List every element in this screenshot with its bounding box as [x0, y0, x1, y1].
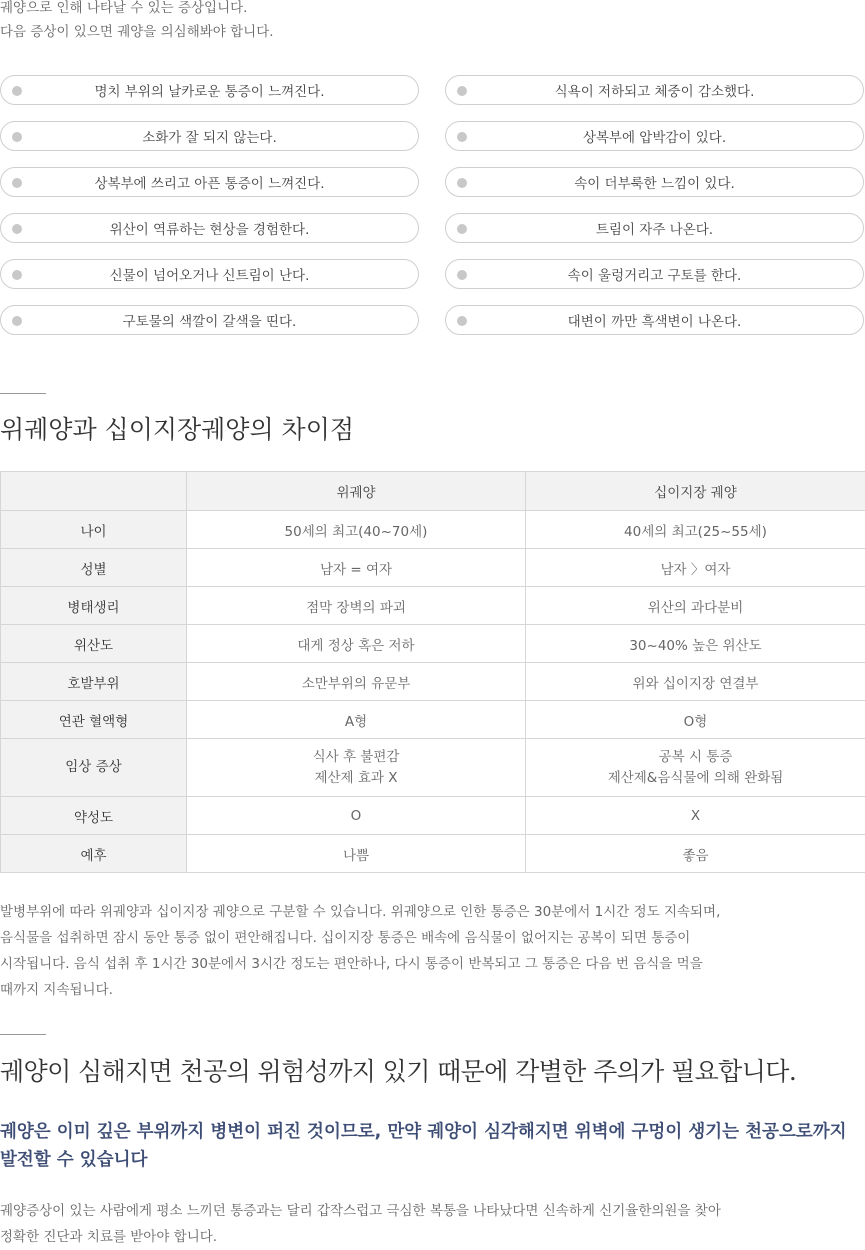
highlight-text [0, 1118, 860, 1174]
bullet-icon [12, 86, 22, 96]
table-row [1, 587, 865, 625]
table-header-cell: 십이지장 궤양 [526, 472, 865, 511]
table-row [1, 511, 865, 549]
symptom-label: 식욕이 저하되고 체중이 감소했다. [555, 80, 755, 100]
row-label: 약성도 [1, 797, 187, 835]
explanation-paragraph [0, 899, 865, 1003]
row-label: 위산도 [1, 625, 187, 663]
cell-line: 식사 후 불편감 [187, 747, 525, 768]
table-header-row [1, 472, 865, 511]
symptom-item [445, 259, 864, 289]
symptom-item [445, 167, 864, 197]
intro-line-1: 궤양으로 인해 나타날 수 있는 증상입니다. [0, 0, 274, 20]
advice-paragraph [0, 1198, 865, 1250]
symptom-label: 상복부에 압박감이 있다. [583, 126, 726, 146]
bullet-icon [12, 270, 22, 280]
table-cell: X [526, 797, 865, 835]
table-row [1, 625, 865, 663]
bullet-icon [12, 132, 22, 142]
bullet-icon [457, 132, 467, 142]
table-row [1, 797, 865, 835]
symptom-label: 위산이 역류하는 현상을 경험한다. [110, 218, 310, 238]
symptom-label: 속이 더부룩한 느낌이 있다. [574, 172, 735, 192]
table-cell: 30~40% 높은 위산도 [526, 625, 865, 663]
table-row [1, 701, 865, 739]
bullet-icon [457, 86, 467, 96]
bullet-icon [457, 316, 467, 326]
table-row [1, 663, 865, 701]
table-cell: 50세의 최고(40~70세) [187, 511, 526, 549]
highlight-line: 발전할 수 있습니다 [0, 1146, 860, 1174]
row-label: 나이 [1, 511, 187, 549]
row-label: 병태생리 [1, 587, 187, 625]
symptom-item [0, 121, 419, 151]
symptom-item [445, 121, 864, 151]
bullet-icon [12, 224, 22, 234]
row-label: 연관 혈액형 [1, 701, 187, 739]
symptom-label: 상복부에 쓰리고 아픈 통증이 느껴진다. [94, 172, 324, 192]
table-cell: 위와 십이지장 연결부 [526, 663, 865, 701]
bullet-icon [457, 224, 467, 234]
bullet-icon [12, 316, 22, 326]
paragraph-line: 때까지 지속됩니다. [0, 977, 865, 1003]
symptom-item [445, 213, 864, 243]
symptom-item [445, 305, 864, 335]
symptom-label: 트림이 자주 나온다. [596, 218, 713, 238]
table-cell: A형 [187, 701, 526, 739]
symptom-item [0, 305, 419, 335]
symptom-item [0, 259, 419, 289]
symptom-label: 구토물의 색깔이 갈색을 띤다. [123, 310, 297, 330]
row-label: 성별 [1, 549, 187, 587]
paragraph-line: 음식물을 섭취하면 잠시 동안 통증 없이 편안해집니다. 십이지장 통증은 배속에 음식물이 없어지는 공복이 되면 통증이 [0, 925, 865, 951]
table-cell: O [187, 797, 526, 835]
symptom-item [445, 75, 864, 105]
row-label: 임상 증상 [1, 739, 187, 797]
table-cell [187, 739, 526, 797]
symptom-item [0, 167, 419, 197]
symptom-label: 대변이 까만 흑색변이 나온다. [568, 310, 742, 330]
table-header-cell: 위궤양 [187, 472, 526, 511]
table-header-cell [1, 472, 187, 511]
table-cell: O형 [526, 701, 865, 739]
symptom-item [0, 75, 419, 105]
intro-text [0, 0, 274, 44]
cell-line: 제산제 효과 X [187, 768, 525, 789]
bullet-icon [457, 270, 467, 280]
cell-line: 공복 시 통증 [526, 747, 865, 768]
paragraph-line: 발병부위에 따라 위궤양과 십이지장 궤양으로 구분할 수 있습니다. 위궤양으로 인한 통증은 30분에서 1시간 정도 지속되며, [0, 899, 865, 925]
row-label: 호발부위 [1, 663, 187, 701]
table-cell: 점막 장벽의 파괴 [187, 587, 526, 625]
table-row [1, 549, 865, 587]
section-title: 궤양이 심해지면 천공의 위험성까지 있기 때문에 각별한 주의가 필요합니다. [0, 1050, 796, 1094]
paragraph-line: 정확한 진단과 치료를 받아야 합니다. [0, 1224, 865, 1250]
table-cell: 남자 = 여자 [187, 549, 526, 587]
table-row [1, 739, 865, 797]
cell-line: 제산제&음식물에 의해 완화됨 [526, 768, 865, 789]
section-divider [0, 393, 46, 394]
paragraph-line: 시작됩니다. 음식 섭취 후 1시간 30분에서 3시간 정도는 편안하나, 다시 통증이 반복되고 그 통증은 다음 번 음식을 먹을 [0, 951, 865, 977]
intro-line-2: 다음 증상이 있으면 궤양을 의심해봐야 합니다. [0, 20, 274, 44]
paragraph-line: 궤양증상이 있는 사람에게 평소 느끼던 통증과는 달리 갑작스럽고 극심한 복통을 나타났다면 신속하게 신기율한의원을 찾아 [0, 1198, 865, 1224]
table-cell: 소만부위의 유문부 [187, 663, 526, 701]
symptom-label: 속이 울렁거리고 구토를 한다. [568, 264, 742, 284]
section-title: 위궤양과 십이지장궤양의 차이점 [0, 410, 354, 450]
row-label: 예후 [1, 835, 187, 873]
table-cell [526, 739, 865, 797]
table-cell: 나쁨 [187, 835, 526, 873]
symptom-item [0, 213, 419, 243]
table-cell: 남자 〉여자 [526, 549, 865, 587]
section-divider [0, 1034, 46, 1035]
table-cell: 위산의 과다분비 [526, 587, 865, 625]
table-row [1, 835, 865, 873]
symptom-label: 소화가 잘 되지 않는다. [142, 126, 277, 146]
symptom-label: 신물이 넘어오거나 신트림이 난다. [110, 264, 310, 284]
table-cell: 40세의 최고(25~55세) [526, 511, 865, 549]
comparison-table [0, 471, 865, 873]
symptom-label: 명치 부위의 날카로운 통증이 느껴진다. [94, 80, 324, 100]
bullet-icon [457, 178, 467, 188]
bullet-icon [12, 178, 22, 188]
table-cell: 대게 정상 혹은 저하 [187, 625, 526, 663]
highlight-line: 궤양은 이미 깊은 부위까지 병변이 퍼진 것이므로, 만약 궤양이 심각해지면 위벽에 구멍이 생기는 천공으로까지 [0, 1118, 860, 1146]
table-cell: 좋음 [526, 835, 865, 873]
